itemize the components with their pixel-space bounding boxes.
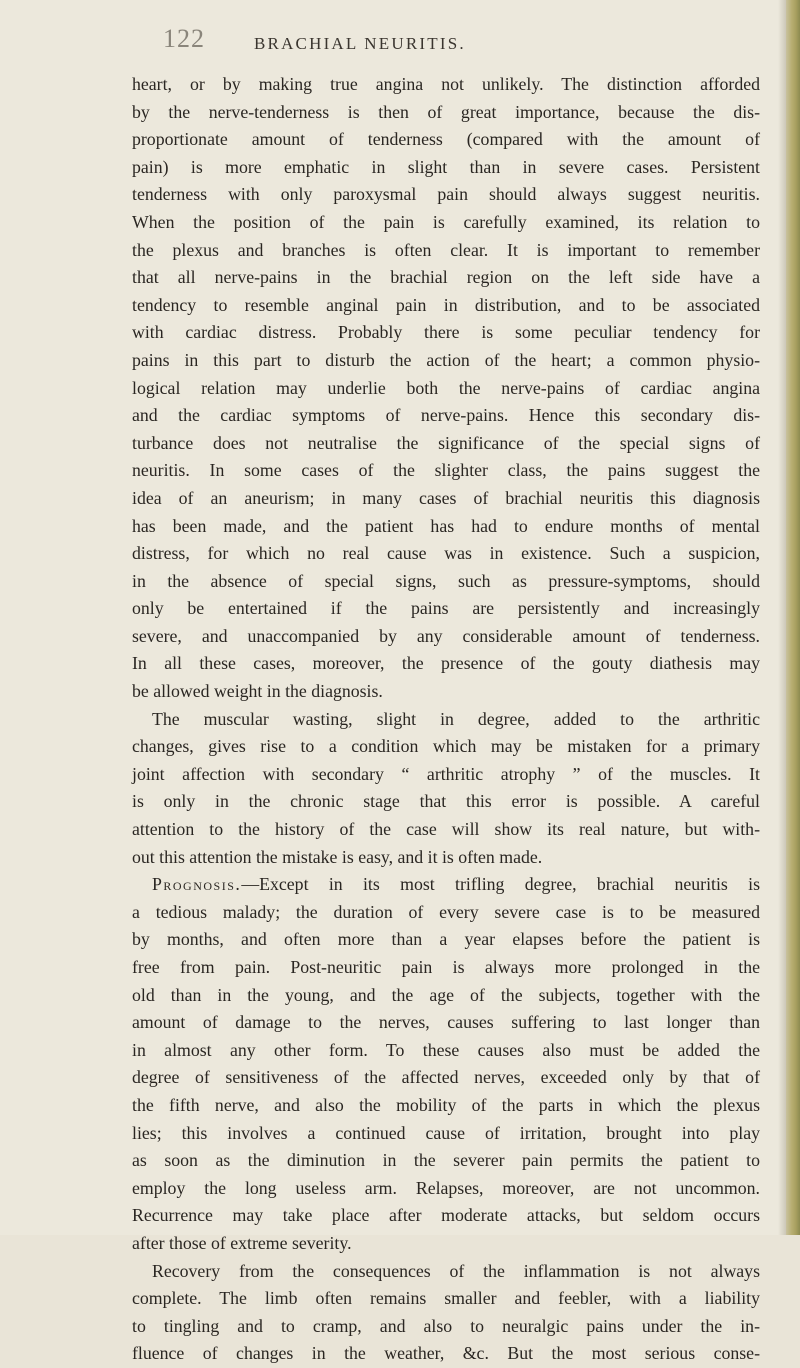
running-head: BRACHIAL NEURITIS.: [254, 34, 466, 53]
body-text: [132, 71, 760, 1368]
text-line: attention to the history of the case will show its real nature, but with-: [132, 819, 760, 840]
text-line-rest: —Except in its most trifling degree, brachial neuritis is: [241, 874, 760, 895]
text-line: only be entertained if the pains are persistently and increasingly: [132, 598, 760, 619]
page-gutter-shadow: [778, 0, 786, 1235]
text-line: be allowed weight in the diagnosis.: [132, 681, 383, 702]
text-line: tenderness with only paroxysmal pain should always suggest neuritis.: [132, 184, 760, 205]
text-line: the fifth nerve, and also the mobility of the parts in which the plexus: [132, 1094, 760, 1115]
text-line: that all nerve-pains in the brachial region on the left side have a: [132, 267, 760, 288]
text-line: When the position of the pain is carefully examined, its relation to: [132, 211, 760, 232]
text-line: employ the long useless arm. Relapses, moreover, are not uncommon.: [132, 1177, 760, 1198]
text-line: in the absence of special signs, such as pressure-symptoms, should: [132, 570, 760, 591]
text-line: by months, and often more than a year elapses before the patient is: [132, 929, 760, 950]
text-line: distress, for which no real cause was in existence. Such a suspicion,: [132, 543, 760, 564]
text-line: in almost any other form. To these causes also must be added the: [132, 1039, 760, 1060]
text-line: turbance does not neutralise the significance of the special signs of: [132, 432, 760, 453]
text-line: has been made, and the patient has had to endure months of mental: [132, 515, 760, 536]
text-line: old than in the young, and the age of the subjects, together with the: [132, 984, 760, 1005]
text-line: In all these cases, moreover, the presence of the gouty diathesis may: [132, 653, 760, 674]
text-line: proportionate amount of tenderness (compared with the amount of: [132, 129, 760, 150]
text-line: pain) is more emphatic in slight than in severe cases. Persistent: [132, 156, 760, 177]
text-line: degree of sensitiveness of the affected nerves, exceeded only by that of: [132, 1067, 760, 1088]
page-number: 122: [163, 24, 205, 53]
text-line: out this attention the mistake is easy, and it is often made.: [132, 846, 543, 867]
text-line: free from pain. Post-neuritic pain is always more prolonged in the: [132, 957, 760, 977]
text-line: Recovery from the consequences of the inflammation is not always: [152, 1260, 760, 1281]
text-line: [132, 871, 760, 899]
text-line: the plexus and branches is often clear. It is important to remember: [132, 239, 760, 260]
text-line: amount of damage to the nerves, causes suffering to last longer than: [132, 1012, 760, 1033]
text-line: is only in the chronic stage that this error is possible. A careful: [132, 791, 760, 812]
section-heading: Prognosis.: [152, 874, 242, 895]
text-line: and the cardiac symptoms of nerve-pains. Hence this secondary dis-: [132, 405, 760, 426]
page-header: [0, 24, 790, 60]
text-line: a tedious malady; the duration of every severe case is to be measured: [132, 901, 760, 922]
text-line: by the nerve-tenderness is then of great importance, because the dis-: [132, 101, 760, 122]
text-line: lies; this involves a continued cause of irritation, brought into play: [132, 1122, 760, 1143]
text-line: heart, or by making true angina not unlikely. The distinction afforded: [132, 74, 760, 94]
text-line: as soon as the diminution in the severer pain permits the patient to: [132, 1150, 760, 1171]
text-line: tendency to resemble anginal pain in distribution, and to be associated: [132, 294, 760, 315]
text-line: Recurrence may take place after moderate attacks, but seldom occurs: [132, 1205, 760, 1226]
text-line: logical relation may underlie both the nerve-pains of cardiac angina: [132, 377, 760, 398]
text-line: idea of an aneurism; in many cases of brachial neuritis this diagnosis: [132, 487, 760, 508]
text-line: to tingling and to cramp, and also to neuralgic pains under the in-: [132, 1315, 760, 1336]
text-line: pains in this part to disturb the action of the heart; a common physio-: [132, 349, 760, 370]
text-line: changes, gives rise to a condition which may be mistaken for a primary: [132, 736, 760, 757]
text-line: joint affection with secondary “ arthritic atrophy ” of the muscles. It: [132, 763, 760, 784]
text-line: complete. The limb often remains smaller and feebler, with a liability: [132, 1288, 760, 1309]
text-line: severe, and unaccompanied by any considerable amount of tenderness.: [132, 625, 760, 646]
text-line: The muscular wasting, slight in degree, added to the arthritic: [152, 708, 760, 729]
text-line: neuritis. In some cases of the slighter class, the pains suggest the: [132, 460, 760, 481]
book-edge: [786, 0, 800, 1235]
text-line: after those of extreme severity.: [132, 1232, 352, 1253]
text-line: fluence of changes in the weather, &c. But the most serious conse-: [132, 1343, 760, 1364]
text-line: with cardiac distress. Probably there is some peculiar tendency for: [132, 322, 760, 343]
